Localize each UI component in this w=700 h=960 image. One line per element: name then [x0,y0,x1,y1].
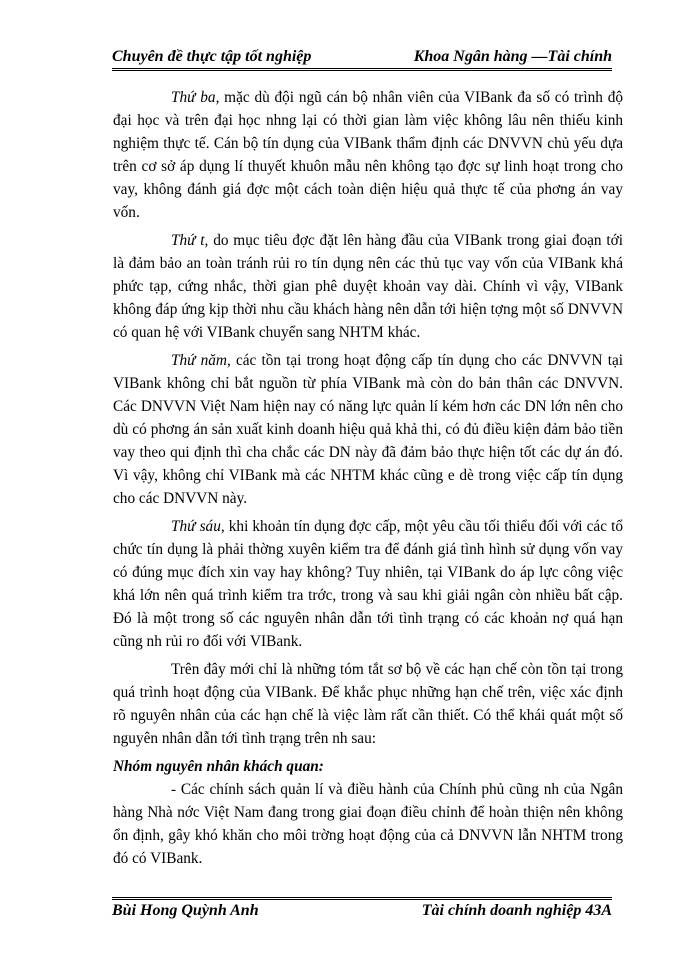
paragraph-bullet [113,778,623,870]
paragraph-fourth [113,229,623,344]
header-right-text: Khoa Ngân hàng —Tài chính [413,48,612,65]
page-header [112,40,612,71]
section-heading: Nhóm nguyên nhân khách quan: [113,758,324,775]
paragraph-sixth [113,515,623,653]
paragraph-fifth [113,349,623,510]
paragraph-lead: Thứ ba, [171,89,220,106]
paragraph-text: khi khoản tín dụng đợc cấp, một yêu cầu tối thiểu đối với các tổ chức tín dụng là phải thờng xuyên kiểm tra để đánh giá tình hình sử dụng vốn vay có đúng mục đích xin vay hay không? Tuy nhiên, tại VIBank do áp lực công việc khá lớn nên quá trình kiểm tra trớc, trong và sau khi giải ngân còn nhiều bất cập. Đó là một trong số các nguyên nhân dẫn tới tình trạng có các khoản nợ quá hạn cũng nh rủi ro đối với VIBank. [113,518,623,650]
paragraph-text: - Các chính sách quản lí và điều hành của Chính phủ cũng nh của Ngân hàng Nhà nớc Việt Nam đang trong giai đoạn điều chỉnh để hoàn thiện nên không ổn định, gây khó khăn cho môi trờng hoạt động của cả DNVVN lẫn NHTM trong đó có VIBank. [113,781,623,867]
page-footer [112,897,612,928]
footer-right-text: Tài chính doanh nghiệp 43A [421,902,612,919]
paragraph-third [113,86,623,224]
paragraph-text: Trên đây mới chỉ là những tóm tắt sơ bộ về các hạn chế còn tồn tại trong quá trình hoạt động của VIBank. Để khắc phục những hạn chế trên, việc xác định rõ nguyên nhân của các hạn chế là việc làm rất cần thiết. Có thể khái quát một số nguyên nhân dẫn tới tình trạng trên nh sau: [113,661,623,747]
header-left-text: Chuyên đề thực tập tốt nghiệp [112,48,312,65]
footer-left-text: Bùi Hong Quỳnh Anh [112,902,259,919]
paragraph-text: do mục tiêu đợc đặt lên hàng đầu của VIBank trong giai đoạn tới là đảm bảo an toàn tránh rủi ro tín dụng nên các thủ tục vay vốn của VIBank khá phức tạp, cứng nhắc, thời gian phê duyệt khoản vay dài. Chính vì vậy, VIBank không đáp ứng kịp thời nhu cầu khách hàng nên dẫn tới hiện tợng một số DNVVN có quan hệ với VIBank chuyển sang NHTM khác. [113,232,623,341]
paragraph-text: các tồn tại trong hoạt động cấp tín dụng cho các DNVVN tại VIBank không chỉ bắt nguồn từ phía VIBank mà còn do bản thân các DNVVN. Các DNVVN Việt Nam hiện nay có năng lực quản lí kém hơn các DN lớn nên cho dù có phơng án sản xuất kinh doanh hiệu quả khả thi, có đủ điều kiện đảm bảo tiền vay theo qui định thì cha chắc các DN này đã đảm bảo thực hiện tốt các dự án đó. Vì vậy, không chỉ VIBank mà các NHTM khác cũng e dè trong việc cấp tín dụng cho các DNVVN này. [113,352,623,507]
paragraph-lead: Thứ năm, [171,352,231,369]
document-body [113,86,623,875]
paragraph-lead: Thứ sáu, [171,518,225,535]
paragraph-summary [113,658,623,750]
paragraph-text: mặc dù đội ngũ cán bộ nhân viên của VIBank đa số có trình độ đại học và trên đại học nhng lại có thời gian làm việc không lâu nên thiếu kinh nghiệm thực tế. Cán bộ tín dụng của VIBank thẩm định các DNVVN chủ yếu dựa trên cơ sở áp dụng lí thuyết khuôn mẫu nên không tạo đợc sự linh hoạt trong cho vay, không đánh giá đợc một cách toàn diện hiệu quả thực tế của phơng án vay vốn. [113,89,623,221]
paragraph-lead: Thứ t, [171,232,209,249]
